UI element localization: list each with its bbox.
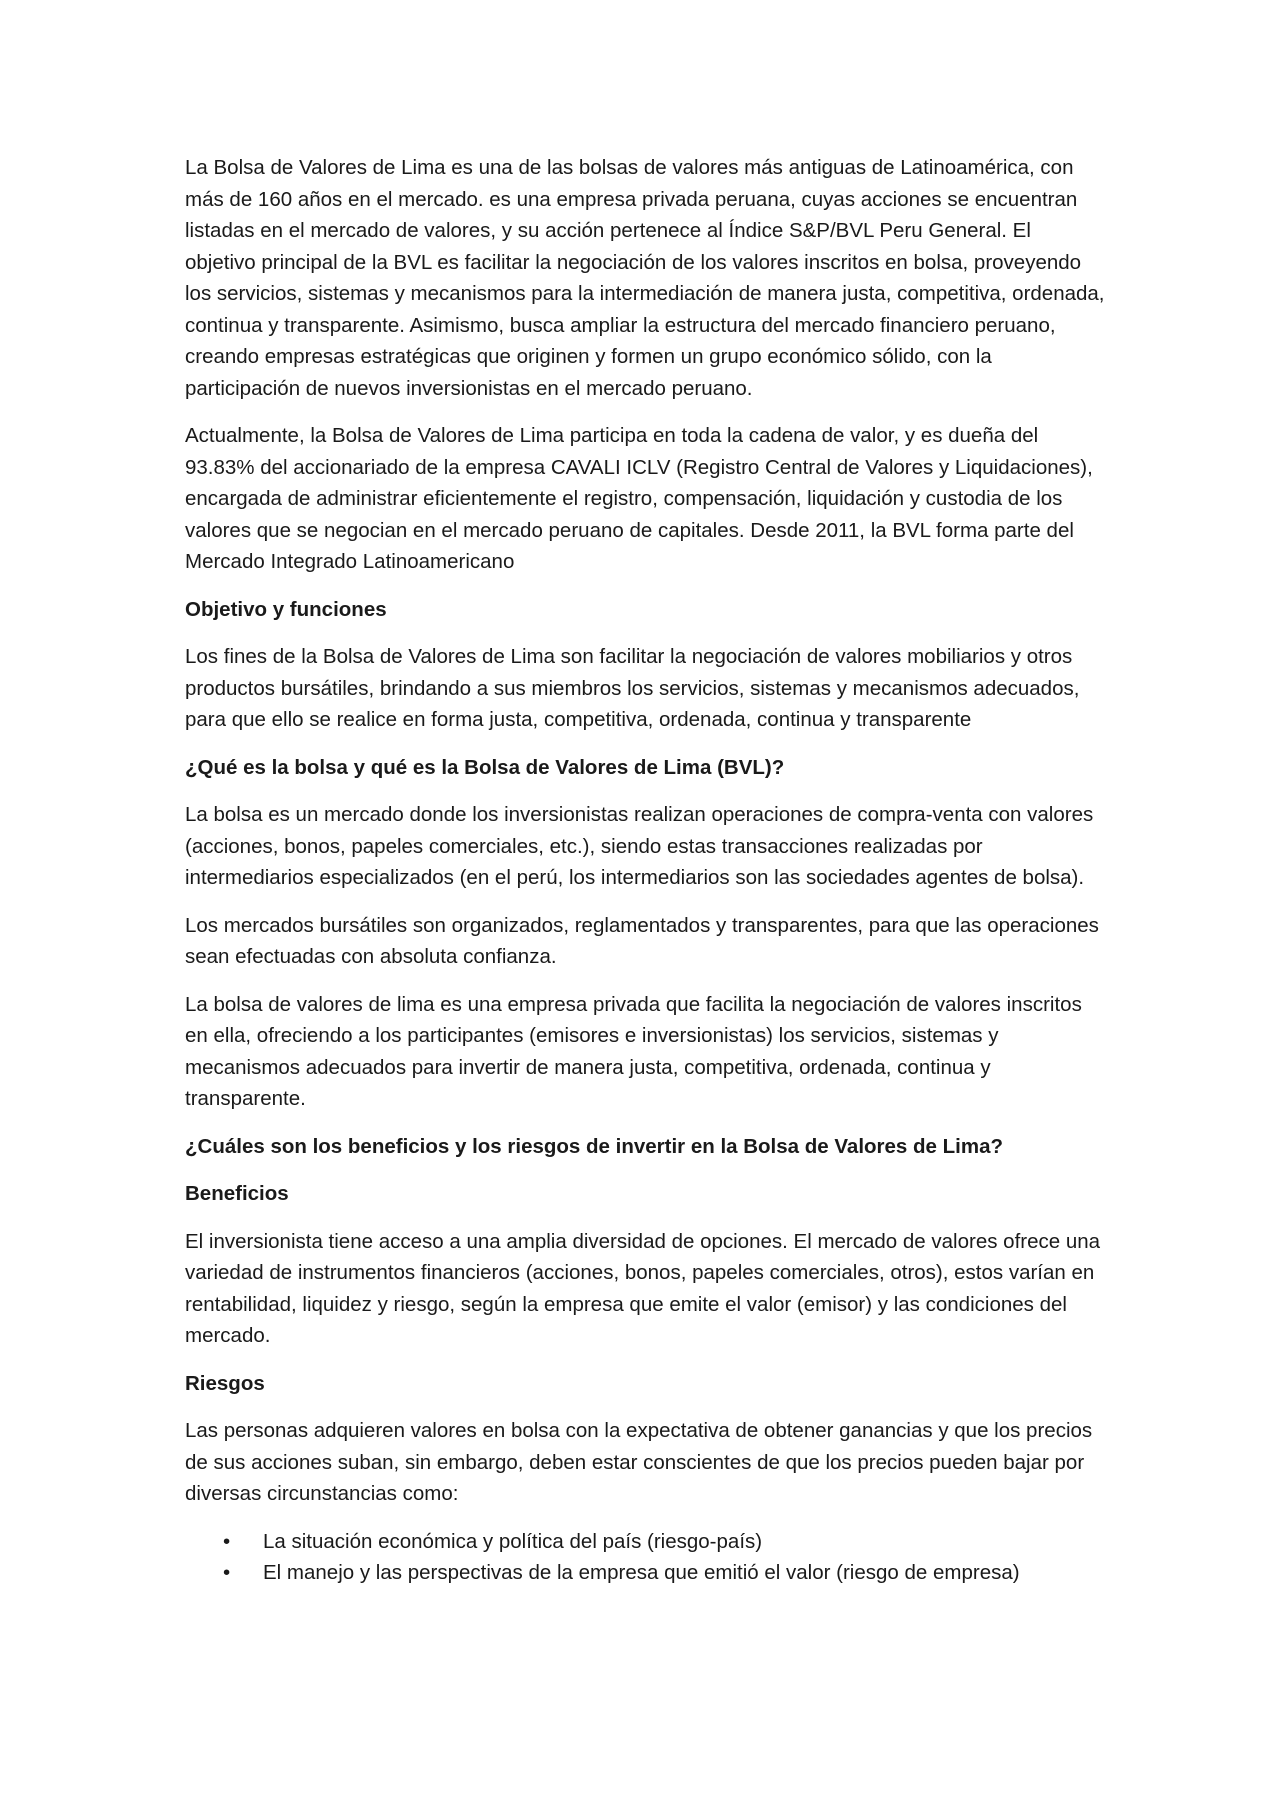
benefits-risks-heading: ¿Cuáles son los beneficios y los riesgos de invertir en la Bolsa de Valores de Lima? (185, 1134, 1003, 1158)
what-is-paragraph-1: La bolsa es un mercado donde los inversionistas realizan operaciones de compra-venta con valores (acciones, bonos, papeles comerciales, etc.), siendo estas transacciones realizadas por intermediarios especializados (en el perú, los intermediarios son las sociedades agentes de bolsa). (185, 803, 1094, 889)
bullet-icon: • (223, 1529, 231, 1553)
list-item-text: La situación económica y política del país (riesgo-país) (263, 1529, 763, 1553)
risks-heading: Riesgos (185, 1371, 265, 1395)
objectives-heading: Objetivo y funciones (185, 597, 387, 621)
bullet-icon: • (223, 1561, 231, 1584)
document-page (185, 152, 1105, 1589)
what-is-heading: ¿Qué es la bolsa y qué es la Bolsa de Valores de Lima (BVL)? (185, 755, 785, 779)
current-paragraph: Actualmente, la Bolsa de Valores de Lima participa en toda la cadena de valor, y es dueña del 93.83% del accionariado de la empresa CAVALI ICLV (Registro Central de Valores y Liquidaciones), encargada de administrar eficientemente el registro, compensación, liquidación y custodia de los valores que se negocian en el mercado peruano de capitales. Desde 2011, la BVL forma parte del Mercado Integrado Latinoamericano (185, 424, 1093, 573)
risk-list (185, 1526, 1105, 1589)
what-is-paragraph-3: La bolsa de valores de lima es una empresa privada que facilita la negociación de valores inscritos en ella, ofreciendo a los participantes (emisores e inversionistas) los servicios, sistemas y mecanismos adecuados para invertir de manera justa, competitiva, ordenada, continua y transparente. (185, 992, 1082, 1110)
list-item (185, 1557, 1105, 1589)
benefits-heading: Beneficios (185, 1182, 289, 1205)
list-item-text: El manejo y las perspectivas de la empresa que emitió el valor (riesgo de empresa) (263, 1561, 1020, 1584)
intro-paragraph: La Bolsa de Valores de Lima es una de las bolsas de valores más antiguas de Latinoamérica, con más de 160 años en el mercado. es una empresa privada peruana, cuyas acciones se encuentran listadas en el mercado de valores, y su acción pertenece al Índice S&P/BVL Peru General. El objetivo principal de la BVL es facilitar la negociación de los valores inscritos en bolsa, proveyendo los servicios, sistemas y mecanismos para la intermediación de manera justa, competitiva, ordenada, continua y transparente. Asimismo, busca ampliar la estructura del mercado financiero peruano, creando empresas estratégicas que originen y formen un grupo económico sólido, con la participación de nuevos inversionistas en el mercado peruano. (185, 156, 1105, 400)
list-item (185, 1526, 1105, 1558)
objectives-paragraph: Los fines de la Bolsa de Valores de Lima son facilitar la negociación de valores mobiliarios y otros productos bursátiles, brindando a sus miembros los servicios, sistemas y mecanismos adecuados, para que ello se realice en forma justa, competitiva, ordenada, continua y transparente (185, 645, 1080, 731)
benefits-paragraph: El inversionista tiene acceso a una amplia diversidad de opciones. El mercado de valores ofrece una variedad de instrumentos financieros (acciones, bonos, papeles comerciales, otros), estos varían en rentabilidad, liquidez y riesgo, según la empresa que emite el valor (emisor) y las condiciones del mercado. (185, 1229, 1101, 1347)
what-is-paragraph-2: Los mercados bursátiles son organizados, reglamentados y transparentes, para que las operaciones sean efectuadas con absoluta confianza. (185, 913, 1099, 968)
risks-paragraph: Las personas adquieren valores en bolsa con la expectativa de obtener ganancias y que los precios de sus acciones suban, sin embargo, deben estar conscientes de que los precios pueden bajar por diversas circunstancias como: (185, 1419, 1093, 1505)
